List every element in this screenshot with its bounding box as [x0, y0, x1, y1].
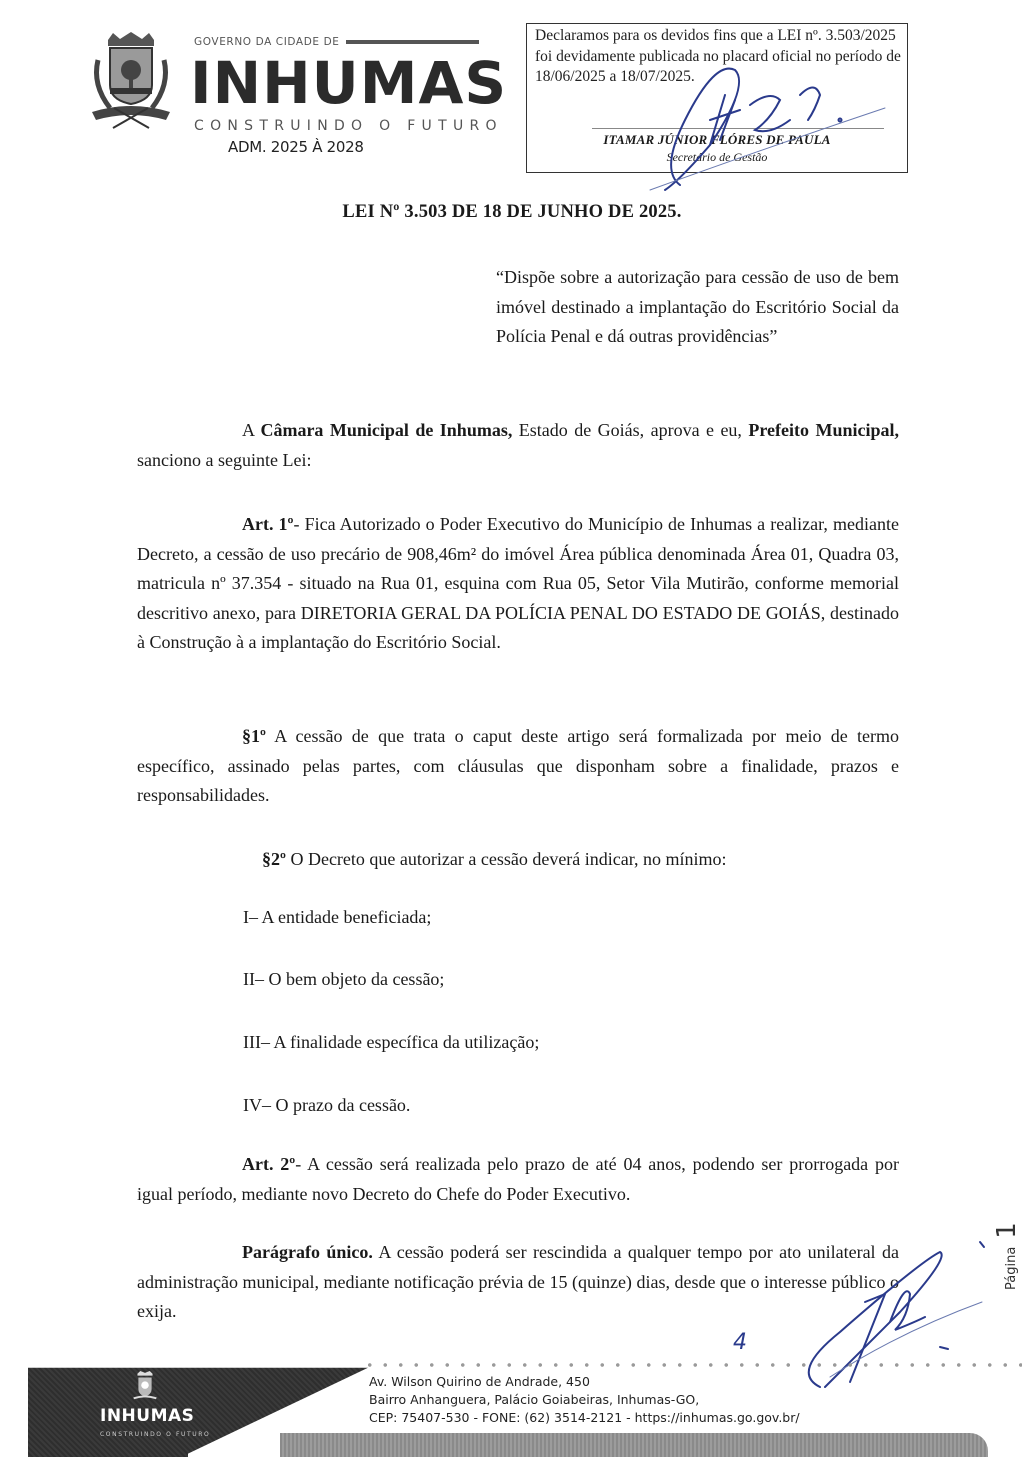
footer-address — [369, 1373, 800, 1427]
preamble-middle: Estado de Goiás, aprova e eu, — [512, 420, 749, 440]
slogan: CONSTRUINDO O FUTURO — [194, 118, 503, 134]
administration-period: ADM. 2025 À 2028 — [228, 138, 364, 156]
paragraph-1-text: A cessão de que trata o caput deste artigo será formalizada por meio de termo específico, assinado pelas partes, com cláusulas que disponham sobre a finalidade, prazos e responsabilidades. — [137, 726, 899, 805]
publication-declaration-box — [526, 23, 908, 173]
sole-paragraph — [137, 1238, 899, 1327]
signer-name: ITAMAR JÚNIOR FLÓRES DE PAULA — [603, 132, 831, 147]
article-1 — [137, 510, 899, 658]
list-item: III– A finalidade específica da utilização; — [243, 1032, 540, 1052]
preamble — [137, 416, 899, 475]
footer-coat-of-arms-icon — [128, 1370, 162, 1404]
article-2-text: - A cessão será realizada pelo prazo de até 04 anos, podendo ser prorrogada por igual período, mediante novo Decreto do Chefe do Poder Executivo. — [137, 1154, 899, 1204]
list-item: IV– O prazo da cessão. — [243, 1095, 411, 1115]
footer-city-name: INHUMAS — [100, 1406, 195, 1426]
page-number-value: 1 — [992, 1222, 1022, 1239]
address-line: Av. Wilson Quirino de Andrade, 450 — [369, 1374, 590, 1389]
footer-slogan: CONSTRUINDO O FUTURO — [100, 1431, 211, 1438]
signature-line — [592, 128, 884, 129]
preamble-chamber: Câmara Municipal de Inhumas, — [260, 420, 513, 440]
government-line-text: GOVERNO DA CIDADE DE — [194, 36, 340, 48]
page-label: Página — [1004, 1246, 1019, 1290]
address-contact-line: CEP: 75407-530 - FONE: (62) 3514-2121 - https://inhumas.go.gov.br/ — [369, 1410, 800, 1425]
government-line — [194, 36, 479, 48]
footer-dotted-divider — [362, 1362, 1022, 1368]
law-summary: “Dispõe sobre a autorização para cessão de uso de bem imóvel destinado a implantação do Escritório Social da Polícia Penal e dá outras providências” — [496, 267, 899, 346]
article-2 — [137, 1150, 899, 1209]
article-1-text: - Fica Autorizado o Poder Executivo do Município de Inhumas a realizar, mediante Decreto, a cessão de uso precário de 908,46m² do imóvel Área pública denominada Área 01, Quadra 03, matricula nº 37.354 - situado na Rua 01, esquina com Rua 05, Setor Vila Mutirão, conforme memorial descritivo anexo, para DIRETORIA GERAL DA POLÍCIA PENAL DO ESTADO DE GOIÁS, destinado à Construção à a implantação do Escritório Social. — [137, 514, 899, 652]
signer-role: Secretário de Gestão — [666, 150, 768, 164]
article-2-label: Art. 2º — [242, 1154, 296, 1174]
sole-paragraph-text: A cessão poderá ser rescindida a qualquer tempo por ato unilateral da administração municipal, mediante notificação prévia de 15 (quinze) dias, desde que o interesse público o exija. — [137, 1242, 899, 1321]
paragraph-2-text: O Decreto que autorizar a cessão deverá indicar, no mínimo: — [285, 849, 727, 869]
paragraph-1 — [137, 722, 899, 811]
city-name: INHUMAS — [190, 49, 508, 117]
paragraph-1-label: §1º — [242, 726, 266, 746]
declaration-text: Declaramos para os devidos fins que a LEI nº. 3.503/2025 foi devidamente publicada no placard oficial no período de 18/06/2025 a 18/07/2025. — [535, 27, 901, 85]
preamble-prefix: A — [242, 420, 261, 440]
address-line: Bairro Anhanguera, Palácio Goiabeiras, Inhumas-GO, — [369, 1392, 700, 1407]
list-item: I– A entidade beneficiada; — [243, 907, 432, 927]
city-coat-of-arms-icon — [88, 30, 174, 130]
list-item: II– O bem objeto da cessão; — [243, 969, 445, 989]
article-1-label: Art. 1º — [242, 514, 294, 534]
footer-grey-band — [280, 1433, 988, 1457]
law-title: LEI Nº 3.503 DE 18 DE JUNHO DE 2025. — [342, 202, 682, 222]
preamble-suffix: sanciono a seguinte Lei: — [137, 449, 312, 470]
paragraph-2-label: §2º — [262, 849, 286, 869]
initial-mark: 4 — [733, 1330, 747, 1355]
decorative-bar — [346, 40, 479, 44]
preamble-mayor: Prefeito Municipal, — [748, 420, 899, 440]
page-number — [992, 1222, 1022, 1290]
sole-paragraph-label: Parágrafo único. — [242, 1242, 373, 1262]
city-logo — [88, 8, 508, 158]
paragraph-2 — [137, 845, 899, 875]
